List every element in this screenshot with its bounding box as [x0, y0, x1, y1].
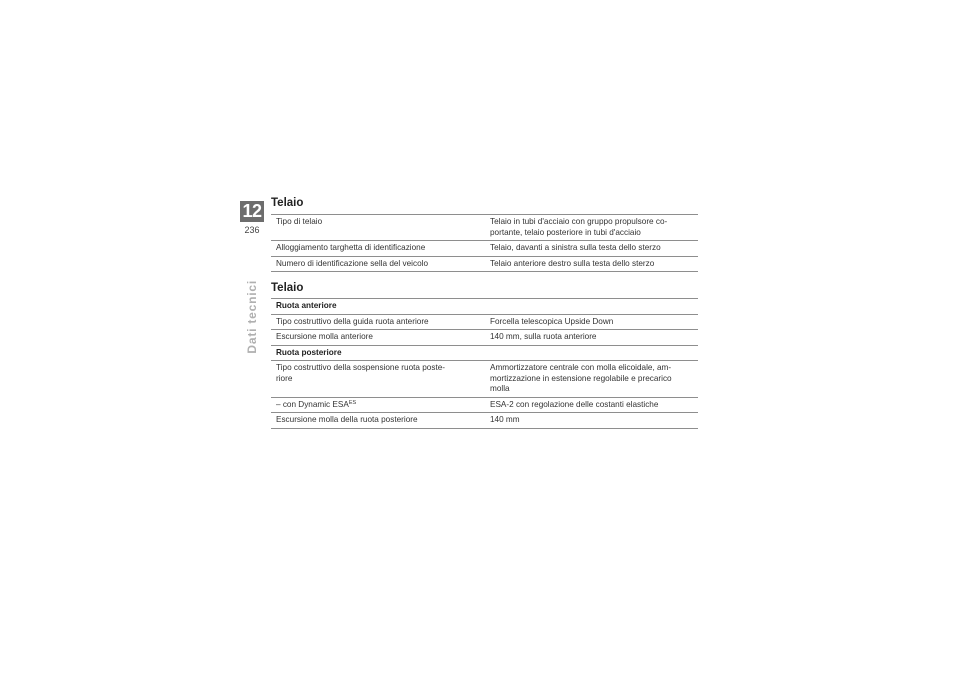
spec-value: ESA-2 con regolazione delle costanti elastiche: [485, 397, 698, 413]
table-group-header: [271, 345, 698, 361]
table-row: [271, 215, 698, 241]
suspension-spec-table: [271, 298, 698, 429]
table-row: [271, 241, 698, 257]
spec-label: Escursione molla anteriore: [271, 330, 485, 346]
spec-value: Telaio anteriore destro sulla testa dello sterzo: [485, 256, 698, 272]
frame-spec-table: [271, 214, 698, 272]
spec-label: [271, 397, 485, 413]
spec-label: Tipo costruttivo della sospensione ruota poste- riore: [271, 361, 485, 398]
table-group-header: [271, 299, 698, 315]
group-header-rear-wheel: Ruota posteriore: [271, 345, 698, 361]
table-row: [271, 413, 698, 429]
spec-value: Telaio in tubi d'acciaio con gruppo propulsore co- portante, telaio posteriore in tubi d'acciaio: [485, 215, 698, 241]
spec-label: Tipo di telaio: [271, 215, 485, 241]
esa-prefix: – con Dynamic ESA: [276, 399, 349, 409]
table-row: [271, 330, 698, 346]
spec-value: Telaio, davanti a sinistra sulla testa dello sterzo: [485, 241, 698, 257]
table-row: [271, 314, 698, 330]
spec-value: Forcella telescopica Upside Down: [485, 314, 698, 330]
spec-label: Escursione molla della ruota posteriore: [271, 413, 485, 429]
spec-label: Alloggiamento targhetta di identificazione: [271, 241, 485, 257]
spec-value: Ammortizzatore centrale con molla elicoidale, am- mortizzazione in estensione regolabile e precarico molla: [485, 361, 698, 398]
spec-label: Tipo costruttivo della guida ruota anteriore: [271, 314, 485, 330]
group-header-front-wheel: Ruota anteriore: [271, 299, 698, 315]
section-title-frame: Telaio: [271, 197, 304, 209]
table-row: [271, 397, 698, 413]
spec-value: 140 mm: [485, 413, 698, 429]
table-row: [271, 256, 698, 272]
spec-label: Numero di identificazione sella del veicolo: [271, 256, 485, 272]
chapter-title-vertical: Dati tecnici: [245, 280, 259, 354]
section-title-suspension: Telaio: [271, 282, 304, 294]
table-row: [271, 361, 698, 398]
page-number: 236: [244, 225, 260, 235]
spec-value: 140 mm, sulla ruota anteriore: [485, 330, 698, 346]
esa-superscript: ES: [348, 399, 357, 406]
chapter-number-badge: 12: [240, 201, 264, 222]
